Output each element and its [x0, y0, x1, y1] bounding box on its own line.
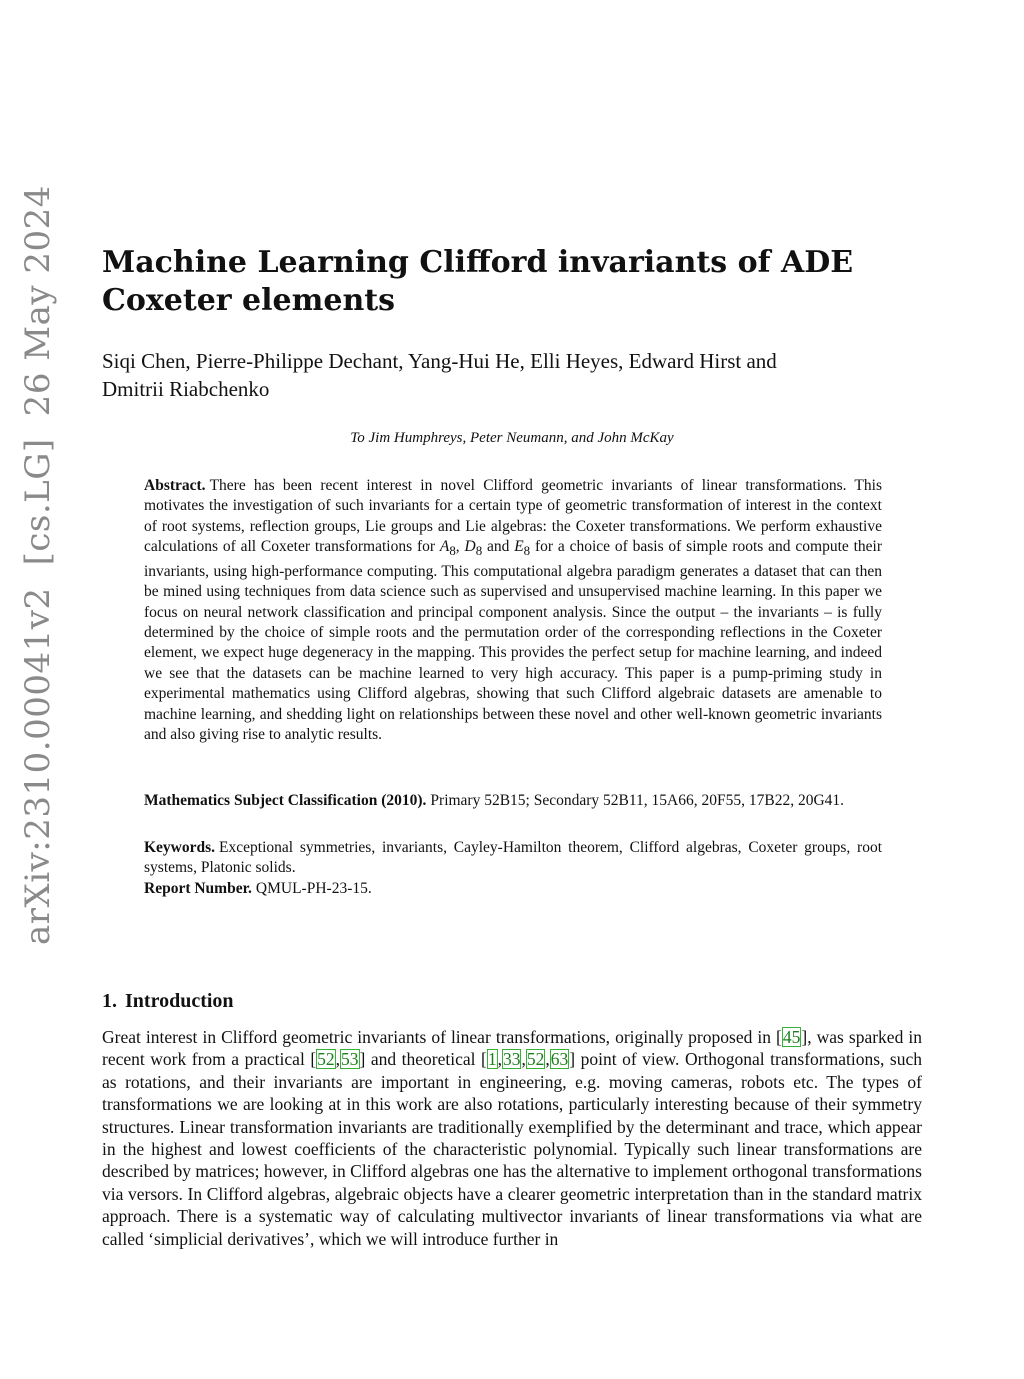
msc-label: Mathematics Subject Classification (2010). [144, 792, 427, 809]
abstract-separator-2: and [482, 538, 515, 556]
symbol-a-subscript: 8 [449, 543, 456, 559]
symbol-a: A [439, 538, 450, 556]
arxiv-identifier-stamp [18, 163, 58, 945]
section-heading-introduction [102, 990, 234, 1013]
intro-text-4: point of view. Orthogonal transformations, such as rotations, and their invariants are important in engineering, e.g. moving cameras, robots etc. The types of transformations we are looking at in this work are also rotations, particularly interesting because of their symmetry structures. Linear transformation invariants are traditionally exemplified by the determinant and trace, which appear in the highest and lowest coefficients of the characteristic polynomial. Typically such linear transformations are described by matrices; however, in Clifford algebras one has the alternative to implement orthogonal transformations via versors. In Clifford algebras, algebraic objects have a clearer geometric interpretation than in the standard matrix approach. There is a systematic way of calculating multivector invariants of linear transformations via what are called ‘simplicial derivatives’, which we will introduce further in [102, 1049, 922, 1249]
abstract [144, 476, 882, 745]
abstract-text-part-1: There has been recent interest in novel Clifford geometric invariants of linear transformations. This motivates the investigation of such invariants for a certain type of geometric transformation of interest in the context of root systems, reflection groups, Lie groups and Lie algebras: the Coxeter transformations. We perform exhaustive calculations of all Coxeter transformations for [144, 477, 882, 556]
keywords-text: Exceptional symmetries, invariants, Cayley-Hamilton theorem, Clifford algebras, Coxeter groups, root systems, Platonic solids. [144, 839, 882, 877]
report-number-label: Report Number. [144, 880, 252, 897]
report-number [144, 879, 882, 899]
symbol-e: E [514, 538, 524, 556]
arxiv-id: arXiv:2310.00041v2 [18, 587, 58, 945]
section-title: Introduction [125, 990, 234, 1012]
citation-link-1[interactable]: 1 [487, 1049, 497, 1070]
intro-text-2: , was sparked in recent work from a practical [102, 1027, 922, 1070]
intro-text-1: Great interest in Clifford geometric invariants of linear transformations, originally proposed in [102, 1027, 777, 1047]
keywords-label: Keywords. [144, 839, 216, 856]
report-number-text: QMUL-PH-23-15. [255, 880, 372, 897]
section-number: 1. [102, 990, 117, 1012]
abstract-label: Abstract. [144, 477, 206, 494]
msc-text: Primary 52B15; Secondary 52B11, 15A66, 20F55, 17B22, 20G41. [430, 792, 845, 809]
citation-link-53[interactable]: 53 [341, 1049, 359, 1070]
symbol-d: D [464, 538, 476, 556]
citation-link-45[interactable]: 45 [782, 1027, 801, 1047]
citation-link-52-second[interactable]: 52 [526, 1049, 545, 1070]
author-list: Siqi Chen, Pierre-Philippe Dechant, Yang-Hui He, Elli Heyes, Edward Hirst and Dmitrii Riabchenko [102, 349, 777, 401]
introduction-paragraph: Great interest in Clifford geometric invariants of linear transformations, originally proposed in [45], was sparked in recent work from a practical [52,53] and theoretical [1,33,52,63] point of view. Orthogonal transformations, such as rotations, and their invariants are important in engineering, e.g. moving cameras, robots etc. The types of transformations we are looking at in this work are also rotations, particularly interesting because of their symmetry structures. Linear transformation invariants are traditionally exemplified by the determinant and trace, which appear in the highest and lowest coefficients of the characteristic polynomial. Typically such linear transformations are described by matrices; however, in Clifford algebras one has the alternative to implement orthogonal transformations via versors. In Clifford algebras, algebraic objects have a clearer geometric interpretation than in the standard matrix approach. There is a systematic way of calculating multivector invariants of linear transformations via what are called ‘simplicial derivatives’, which we will introduce further in [102, 1027, 922, 1249]
symbol-d-subscript: 8 [475, 543, 483, 559]
arxiv-category: [cs.LG] [18, 438, 58, 566]
abstract-separator-1: , [455, 538, 465, 556]
intro-text-3: and theoretical [365, 1049, 482, 1070]
symbol-e-subscript: 8 [523, 543, 531, 559]
citation-link-52[interactable]: 52 [317, 1049, 335, 1070]
citation-link-63[interactable]: 63 [550, 1049, 569, 1070]
keywords [144, 838, 882, 879]
dedication: To Jim Humphreys, Peter Neumann, and John McKay [350, 430, 674, 446]
msc-classification [144, 791, 882, 811]
abstract-text-part-2: for a choice of basis of simple roots and compute their invariants, using high-performance computing. This computational algebra paradigm generates a dataset that can then be mined using techniques from data science such as supervised and unsupervised machine learning. In this paper we focus on neural network classification and principal component analysis. Since the output – the invariants – is fully determined by the choice of simple roots and the permutation order of the corresponding reflections in the Coxeter element, we expect huge degeneracy in the mapping. This provides the perfect setup for machine learning, and indeed we see that the datasets can be machine learned to very high accuracy. This paper is a pump-priming study in experimental mathematics using Clifford algebras, showing that such Clifford algebraic datasets are amenable to machine learning, and shedding light on relationships between these novel and other well-known geometric invariants and also giving rise to analytic results. [144, 538, 882, 743]
arxiv-date: 26 May 2024 [18, 185, 58, 417]
paper-title: Machine Learning Clifford invariants of ADE Coxeter elements [102, 245, 854, 318]
citation-link-33[interactable]: 33 [502, 1049, 521, 1070]
